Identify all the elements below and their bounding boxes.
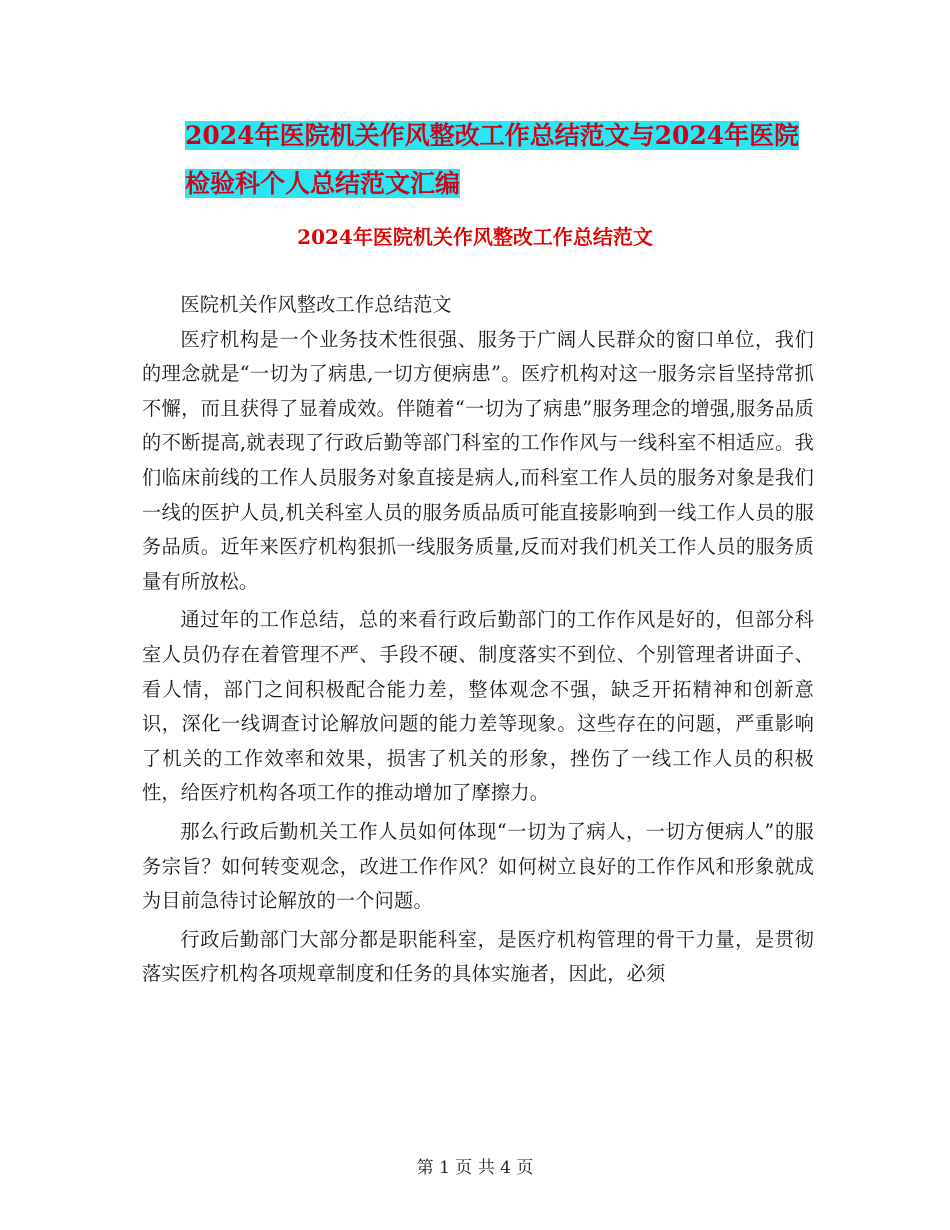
- title-line-2: 检验科个人总结范文汇编: [185, 169, 461, 198]
- paragraph: 医疗机构是一个业务技术性很强、服务于广阔人民群众的窗口单位，我们的理念就是“一切为了病患,一切方便病患”。医疗机构对这一服务宗旨坚持常抓不懈，而且获得了显着成效。伴随着“一切为了病患”服务理念的增强,服务品质的不断提高,就表现了行政后勤等部门科室的工作作风与一线科室不相适应。我们临床前线的工作人员服务对象直接是病人,而科室工作人员的服务对象是我们一线的医护人员,机关科室人员的服务质品质可能直接影响到一线工作人员的服务品质。近年来医疗机构狠抓一线服务质量,反而对我们机关工作人员的服务质量有所放松。: [142, 327, 814, 593]
- document-title: [185, 112, 825, 208]
- page-footer: 第 1 页 共 4 页: [416, 1158, 534, 1178]
- title-line-1: 2024年医院机关作风整改工作总结范文与2024年医院: [185, 121, 800, 150]
- paragraph: 通过年的工作总结，总的来看行政后勤部门的工作作风是好的，但部分科室人员仍存在着管理不严、手段不硬、制度落实不到位、个别管理者讲面子、看人情，部门之间积极配合能力差，整体观念不强，缺乏开拓精神和创新意识，深化一线调查讨论解放问题的能力差等现象。这些存在的问题，严重影响了机关的工作效率和效果，损害了机关的形象，挫伤了一线工作人员的积极性，给医疗机构各项工作的推动增加了摩擦力。: [142, 608, 814, 805]
- paragraph: 医院机关作风整改工作总结范文: [180, 293, 452, 316]
- paragraph: 行政后勤部门大部分都是职能科室，是医疗机构管理的骨干力量，是贯彻落实医疗机构各项规章制度和任务的具体实施者，因此，必须: [142, 927, 814, 986]
- section-title: 2024年医院机关作风整改工作总结范文: [297, 225, 653, 249]
- body-text: [142, 288, 814, 992]
- paragraph: 那么行政后勤机关工作人员如何体现“一切为了病人，一切方便病人”的服务宗旨？如何转变观念，改进工作作风？如何树立良好的工作作风和形象就成为目前急待讨论解放的一个问题。: [142, 819, 814, 913]
